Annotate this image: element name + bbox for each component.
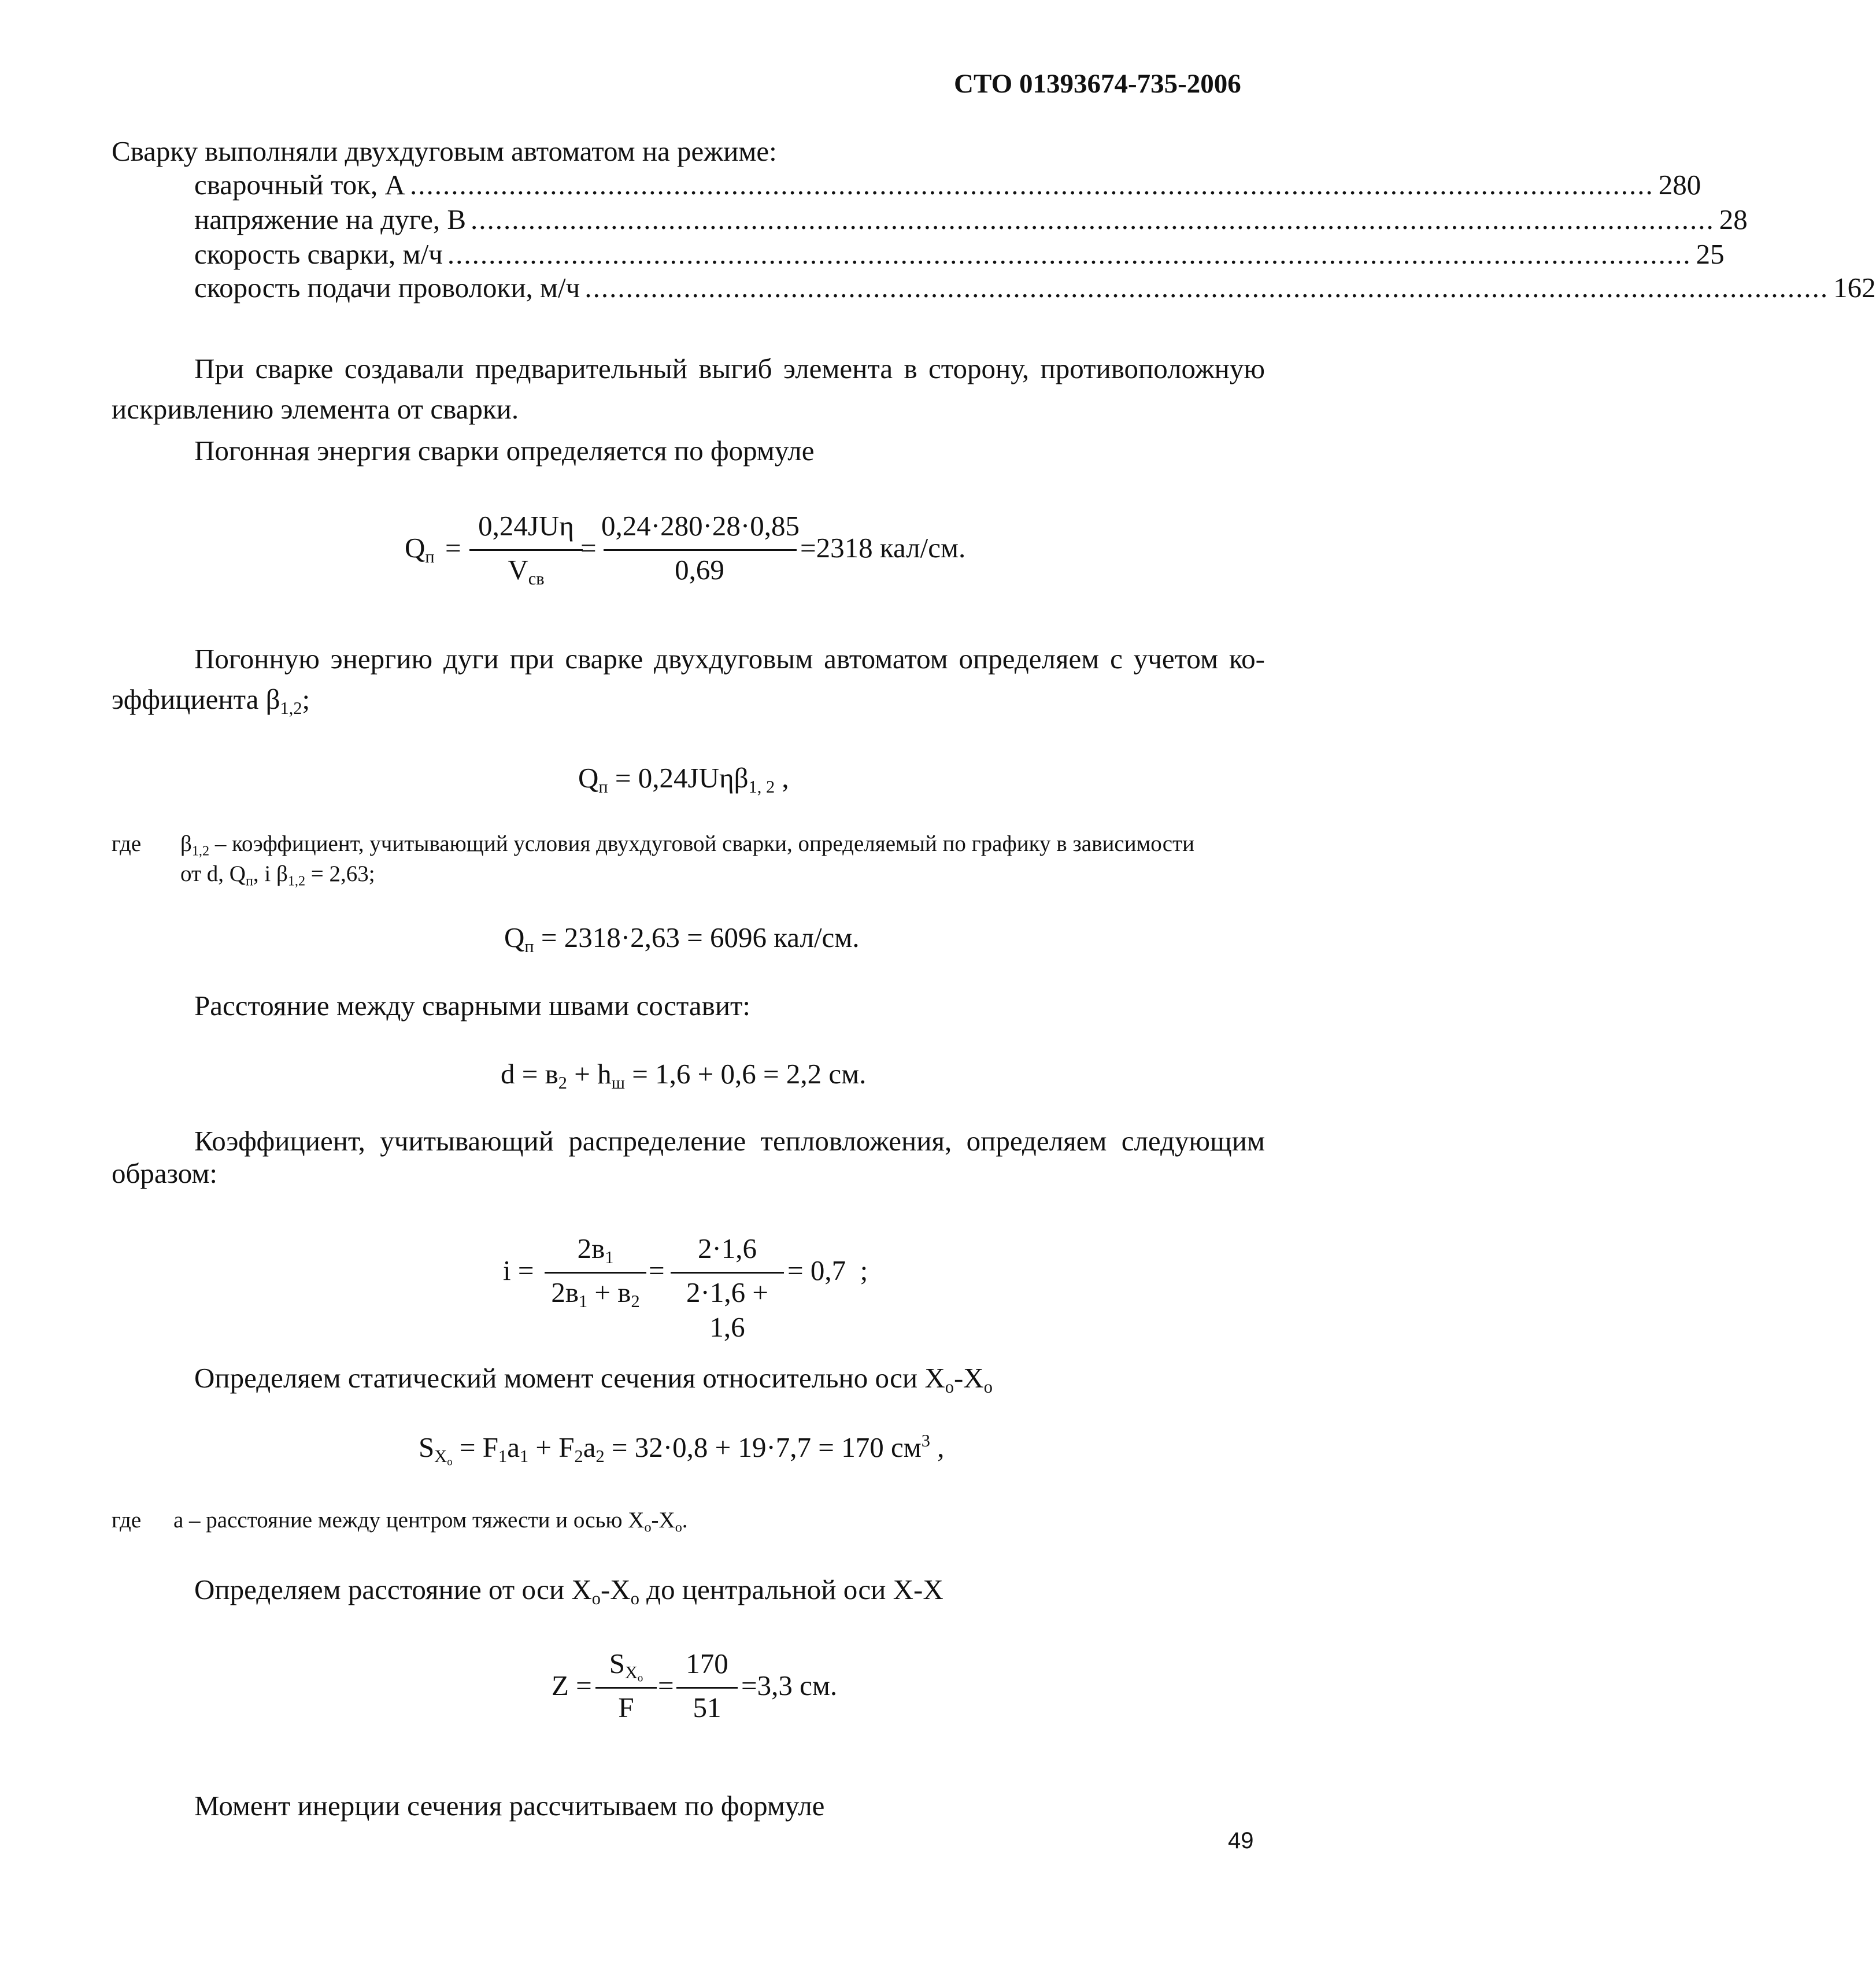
where-definition-line1: $\beta_{1,2}$ – коэффициент, учитывающий условия двухдуговой сварки, определяемый по графику в зависимости: [180, 831, 1194, 859]
paragraph-distance: Расстояние между сварными швами составит:: [194, 990, 751, 1022]
fraction-denominator: 2·1,6 + 1,6: [686, 1276, 768, 1343]
paragraph-inertia: Момент инерции сечения рассчитываем по формуле: [194, 1790, 825, 1822]
dot-leader: .......................................................................................................................................................: [409, 169, 1654, 201]
mode-row-current: [194, 168, 1701, 202]
where-label: где: [112, 831, 142, 856]
document-code: СТО 01393674-735-2006: [954, 69, 1241, 99]
where-definition: a – расстояние между центром тяжести и осью $X_о-X_о$.: [173, 1508, 688, 1535]
paragraph-energy: Погонная энергия сварки определяется по формуле: [194, 435, 815, 467]
mode-row-label: сварочный ток, А: [194, 169, 405, 201]
mode-row-label: напряжение на дуге, В: [194, 203, 467, 235]
fraction-bar: [676, 1687, 738, 1689]
formula-arc-energy: $Q_п = 0,24JU\eta\beta_{1, 2}$ ,: [578, 762, 789, 797]
mode-row-label: скорость сварки, м/ч: [194, 238, 443, 270]
mode-row-wire-feed: [194, 271, 1876, 305]
mode-row-label: скорость подачи проволоки, м/ч: [194, 272, 580, 304]
paragraph-central-axis: Определяем расстояние от оси $X_о-X_о$ до центральной оси X-X: [194, 1574, 943, 1609]
formula-static-moment: $S_{X_о} = F_1a_1 + F_2a_2 = 32\cdot 0,8 + 19\cdot 7,7 = 170$ $см^3$ ,: [419, 1430, 945, 1468]
where-label: где: [112, 1508, 142, 1533]
where-definition-line2: от d, $Q_п$, i $\beta_{1,2} = 2,63$;: [180, 861, 375, 889]
dot-leader: .......................................................................................................................................................: [471, 203, 1715, 235]
dot-leader: .......................................................................................................................................................: [584, 272, 1829, 304]
fraction-numerator: 170: [686, 1648, 728, 1679]
formula-eq: =: [445, 532, 461, 564]
formula-eq: =: [580, 532, 597, 564]
formula-lhs: Z =: [552, 1670, 592, 1701]
page-number: 49: [1228, 1828, 1254, 1853]
intro-text: Сварку выполняли двухдуговым автоматом на режиме:: [112, 135, 777, 167]
fraction-denominator: $2в_1 + в_2$: [551, 1276, 640, 1312]
fraction-denominator: 0,69: [675, 554, 724, 586]
paragraph-coefficient-line2: образом:: [112, 1157, 217, 1189]
formula-distance: $d = в_2 + h_ш = 1,6 + 0,6 = 2,2$ см.: [501, 1058, 867, 1093]
fraction-denominator: 51: [693, 1692, 721, 1723]
dot-leader: .......................................................................................................................................................: [447, 238, 1692, 270]
mode-row-voltage: [194, 202, 1748, 237]
formula-eq: =: [649, 1254, 665, 1286]
fraction-bar: [595, 1687, 657, 1689]
formula-eq: =: [658, 1670, 674, 1701]
mode-row-value: 280: [1658, 169, 1701, 201]
formula-result: =3,3 см.: [741, 1670, 838, 1701]
fraction-numerator: 0,24JUη: [478, 510, 574, 542]
fraction-bar: [604, 549, 797, 551]
formula-result: =2318 кал/см.: [800, 532, 966, 564]
fraction-numerator: 2·1,6: [697, 1233, 757, 1264]
paragraph-coefficient-line1: Коэффициент, учитывающий распределение тепловложения, определяем следующим: [194, 1125, 1265, 1157]
mode-row-speed: [194, 237, 1725, 272]
paragraph-arc-line2: эффициента $\beta_{1,2}$;: [112, 683, 310, 719]
fraction-bar: [671, 1272, 784, 1274]
fraction-bar: [469, 549, 583, 551]
fraction-numerator: $S_{X_о}$: [609, 1648, 643, 1685]
paragraph-bend-line1: При сварке создавали предварительный выгиб элемента в сторону, противоположную: [194, 353, 1265, 384]
fraction-bar: [545, 1272, 646, 1274]
fraction-denominator: $V_{св}$: [508, 554, 545, 589]
mode-row-value: 28: [1719, 203, 1748, 235]
formula-result: = 0,7 ;: [787, 1254, 868, 1286]
paragraph-arc-line1: Погонную энергию дуги при сварке двухдуговым автоматом определяем с учетом ко-: [194, 643, 1265, 675]
mode-row-value: 25: [1696, 238, 1725, 270]
mode-row-value: 162: [1833, 272, 1876, 304]
formula-lhs: i =: [503, 1254, 534, 1286]
fraction-numerator: $2в_1$: [577, 1233, 614, 1268]
formula-total-energy: $Q_п = 2318\cdot 2,63 = 6096$ кал/см.: [504, 921, 860, 957]
fraction-denominator: F: [618, 1692, 634, 1723]
paragraph-bend-line2: искривлению элемента от сварки.: [112, 393, 519, 425]
paragraph-static-moment: Определяем статический момент сечения относительно оси $X_о-X_о$: [194, 1362, 993, 1397]
formula-lhs: $Q_п$: [405, 532, 435, 567]
fraction-numerator: 0,24·280·28·0,85: [601, 510, 800, 542]
